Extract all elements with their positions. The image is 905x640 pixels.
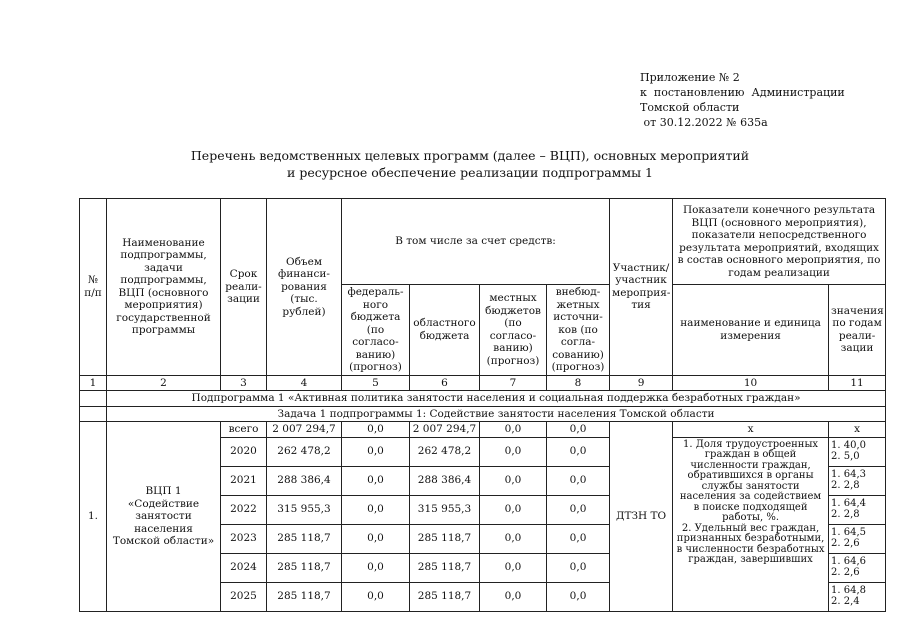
local-cell: 0,0 <box>480 466 547 495</box>
subprogram-title: Подпрограмма 1 «Активная политика занятости населения и социальная поддержка безработных граждан» <box>107 391 886 407</box>
header-participant: Участник/ участник мероприя-тия <box>610 199 673 376</box>
value-cell <box>829 437 886 466</box>
document-title <box>160 147 780 181</box>
regional-cell: 288 386,4 <box>410 466 480 495</box>
offbudget-cell: 0,0 <box>547 422 610 438</box>
value-line: 2. 2,8 <box>831 508 860 520</box>
year-cell: 2023 <box>221 524 267 553</box>
header-local: местных бюджетов (по согласо-ванию) (прогноз) <box>480 285 547 376</box>
local-cell: 0,0 <box>480 422 547 438</box>
col-number: 11 <box>829 375 886 391</box>
total-cell: 262 478,2 <box>267 437 342 466</box>
value-line: 1. 64,4 <box>831 498 867 509</box>
local-cell: 0,0 <box>480 553 547 582</box>
col-number: 6 <box>410 375 480 391</box>
value-line: 1. 64,5 <box>831 527 867 538</box>
col-number: 7 <box>480 375 547 391</box>
regional-cell: 315 955,3 <box>410 495 480 524</box>
col-number: 1 <box>80 375 107 391</box>
header-term: Срок реали-зации <box>221 199 267 376</box>
indicator-line: обратившихся в органы <box>687 470 814 481</box>
header-sources: В том числе за счет средств: <box>342 199 610 285</box>
year-cell: 2022 <box>221 495 267 524</box>
value-line: 1. 64,3 <box>831 469 867 480</box>
indicator-x: x <box>673 422 829 438</box>
federal-cell: 0,0 <box>342 582 410 611</box>
empty-cell <box>80 391 107 407</box>
programs-table <box>79 198 886 612</box>
vcp-name: ВЦП 1 «Содействие занятости населения Томской области» <box>107 422 221 612</box>
header-num: № п/п <box>80 199 107 376</box>
federal-cell: 0,0 <box>342 495 410 524</box>
offbudget-cell: 0,0 <box>547 553 610 582</box>
offbudget-cell: 0,0 <box>547 582 610 611</box>
local-cell: 0,0 <box>480 437 547 466</box>
regional-cell: 2 007 294,7 <box>410 422 480 438</box>
title-line: и ресурсное обеспечение реализации подпрограммы 1 <box>287 165 653 180</box>
appendix-line: Приложение № 2 <box>640 71 740 84</box>
federal-cell: 0,0 <box>342 553 410 582</box>
header-indicators: Показатели конечного результата ВЦП (основного мероприятия), показатели непосредственного результата мероприятий, входящих в состав основного мероприятия, по годам реализации <box>673 199 886 285</box>
local-cell: 0,0 <box>480 495 547 524</box>
offbudget-cell: 0,0 <box>547 437 610 466</box>
value-line: 2. 2,6 <box>831 566 860 578</box>
offbudget-cell: 0,0 <box>547 495 610 524</box>
regional-cell: 285 118,7 <box>410 524 480 553</box>
indicator-line: работы, %. <box>722 512 780 523</box>
offbudget-cell: 0,0 <box>547 524 610 553</box>
total-cell: 315 955,3 <box>267 495 342 524</box>
indicator-line: граждан в общей <box>704 449 797 460</box>
title-line: Перечень ведомственных целевых программ (далее – ВЦП), основных мероприятий <box>190 148 750 163</box>
local-cell: 0,0 <box>480 582 547 611</box>
year-cell: всего <box>221 422 267 438</box>
appendix-line: к постановлению Администрации <box>640 86 845 99</box>
header-name: Наименование подпрограммы, задачи подпрограммы, ВЦП (основного мероприятия) государственной программы <box>107 199 221 376</box>
header-offbudget: внебюд-жетных источни-ков (по согла-сованию) (прогноз) <box>547 285 610 376</box>
value-line: 2. 5,0 <box>831 450 860 462</box>
table-row <box>80 422 886 438</box>
federal-cell: 0,0 <box>342 422 410 438</box>
empty-cell <box>80 406 107 422</box>
indicator-line: 2. Удельный вес граждан, <box>681 522 820 534</box>
indicator-line: признанных безработными, <box>676 533 825 544</box>
value-cell <box>829 582 886 611</box>
header-federal: федераль-ного бюджета (по согласо-ванию) (прогноз) <box>342 285 410 376</box>
col-number: 4 <box>267 375 342 391</box>
offbudget-cell: 0,0 <box>547 466 610 495</box>
year-cell: 2020 <box>221 437 267 466</box>
value-line: 2. 2,4 <box>831 595 860 607</box>
indicator-line: службы занятости <box>701 480 800 492</box>
total-cell: 288 386,4 <box>267 466 342 495</box>
value-line: 1. 64,6 <box>831 556 867 567</box>
indicator-line: в численности безработных <box>676 543 825 555</box>
row-number: 1. <box>80 422 107 612</box>
indicator-line: населения за содействием <box>679 491 822 502</box>
value-line: 2. 2,8 <box>831 479 860 491</box>
total-cell: 2 007 294,7 <box>267 422 342 438</box>
value-cell <box>829 466 886 495</box>
year-cell: 2024 <box>221 553 267 582</box>
value-cell <box>829 553 886 582</box>
col-number: 9 <box>610 375 673 391</box>
federal-cell: 0,0 <box>342 466 410 495</box>
indicator-line: численности граждан, <box>690 459 811 471</box>
column-number-row <box>80 375 886 391</box>
value-x: x <box>829 422 886 438</box>
value-line: 1. 40,0 <box>831 440 867 451</box>
header-regional: областного бюджета <box>410 285 480 376</box>
value-cell <box>829 495 886 524</box>
federal-cell: 0,0 <box>342 524 410 553</box>
col-number: 2 <box>107 375 221 391</box>
task-title: Задача 1 подпрограммы 1: Содействие занятости населения Томской области <box>107 406 886 422</box>
indicator-line: в поиске подходящей <box>693 501 808 513</box>
col-number: 3 <box>221 375 267 391</box>
header-ind-values: значения по годам реали-зации <box>829 285 886 376</box>
year-cell: 2021 <box>221 466 267 495</box>
regional-cell: 262 478,2 <box>410 437 480 466</box>
participant-cell: ДТЗН ТО <box>610 422 673 612</box>
header-volume: Объем финанси-рования (тыс. рублей) <box>267 199 342 376</box>
total-cell: 285 118,7 <box>267 553 342 582</box>
value-line: 1. 64,8 <box>831 585 867 596</box>
col-number: 5 <box>342 375 410 391</box>
header-ind-name: наименование и единица измерения <box>673 285 829 376</box>
indicator-line: граждан, завершивших <box>688 554 813 565</box>
total-cell: 285 118,7 <box>267 524 342 553</box>
total-cell: 285 118,7 <box>267 582 342 611</box>
value-cell <box>829 524 886 553</box>
col-number: 10 <box>673 375 829 391</box>
value-line: 2. 2,6 <box>831 537 860 549</box>
indicator-text <box>673 437 829 611</box>
indicator-line: 1. Доля трудоустроенных <box>683 438 819 450</box>
appendix-line: от 30.12.2022 № 635а <box>640 116 768 129</box>
year-cell: 2025 <box>221 582 267 611</box>
regional-cell: 285 118,7 <box>410 553 480 582</box>
regional-cell: 285 118,7 <box>410 582 480 611</box>
col-number: 8 <box>547 375 610 391</box>
appendix-block <box>640 70 845 130</box>
federal-cell: 0,0 <box>342 437 410 466</box>
appendix-line: Томской области <box>640 101 740 114</box>
local-cell: 0,0 <box>480 524 547 553</box>
